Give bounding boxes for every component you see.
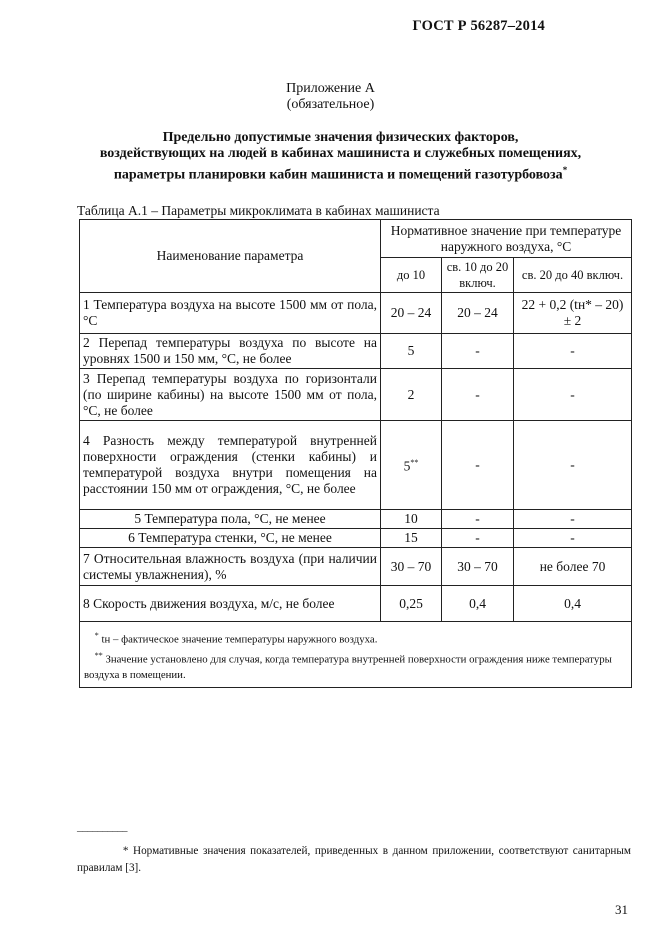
row-7-name: 7 Относительная влажность воздуха (при наличии системы увлажнения), % xyxy=(80,548,381,586)
heading-footnote-mark: * xyxy=(562,165,568,175)
heading-line-1: Предельно допустимые значения физических факторов, xyxy=(162,130,519,145)
header-sub-2: св. 10 до 20 включ. xyxy=(442,258,514,293)
footnote-rule: –––––––––– xyxy=(77,825,127,837)
page-footnote: * Нормативные значения показателей, приведенных в данном приложении, соответствуют санитарным правилам [3]. xyxy=(77,845,632,874)
table-row xyxy=(80,548,632,586)
row-4-v3: - xyxy=(514,421,632,510)
row-3-v3: - xyxy=(514,369,632,421)
row-5-v1: 10 xyxy=(381,510,442,529)
row-8-v1: 0,25 xyxy=(381,586,442,622)
table-row xyxy=(80,510,632,529)
row-1-name: 1 Температура воздуха на высоте 1500 мм от пола, °С xyxy=(80,293,381,334)
row-6-name: 6 Температура стенки, °С, не менее xyxy=(80,529,381,548)
row-7-v1: 30 – 70 xyxy=(381,548,442,586)
document-header: ГОСТ Р 56287–2014 xyxy=(412,18,545,34)
table-caption: Таблица А.1 – Параметры микроклимата в кабинах машиниста xyxy=(77,203,440,218)
row-2-v3: - xyxy=(514,334,632,369)
header-param-name: Наименование параметра xyxy=(80,220,381,293)
heading-line-3: параметры планировки кабин машиниста и помещений газотурбовоза* xyxy=(113,165,568,183)
table-notes-row xyxy=(80,622,632,688)
table-row xyxy=(80,293,632,334)
row-8-name: 8 Скорость движения воздуха, м/с, не более xyxy=(80,586,381,622)
appendix-type: (обязательное) xyxy=(286,97,375,112)
row-5-name: 5 Температура пола, °С, не менее xyxy=(80,510,381,529)
table-row xyxy=(80,334,632,369)
row-7-v3: не более 70 xyxy=(514,548,632,586)
appendix-title: Приложение А xyxy=(286,81,375,96)
table-row xyxy=(80,369,632,421)
page-number: 31 xyxy=(615,902,628,917)
row-2-name: 2 Перепад температуры воздуха по высоте на уровнях 1500 и 150 мм, °С, не более xyxy=(80,334,381,369)
row-6-v3: - xyxy=(514,529,632,548)
row-4-name: 4 Разность между температурой внутренней поверхности ограждения (стенки кабины) и температурой воздуха внутри помещения на расстоянии 150 мм от ограждения, °С, не более xyxy=(80,421,381,510)
table-note-2: ** Значение установлено для случая, когда температура внутренней поверхности ограждения ниже температуры воздуха в помещении. xyxy=(84,650,612,682)
table-row xyxy=(80,529,632,548)
heading-line-2: воздействующих на людей в кабинах машиниста и служебных помещениях, xyxy=(99,146,582,161)
row-4-v2: - xyxy=(442,421,514,510)
header-sub-1: до 10 xyxy=(381,258,442,293)
microclimate-table xyxy=(79,219,632,688)
row-4-v1-mark: ** xyxy=(410,458,419,468)
table-row xyxy=(80,421,632,510)
row-2-v1: 5 xyxy=(381,334,442,369)
header-norm-value: Нормативное значение при температуре наружного воздуха, °С xyxy=(381,220,632,258)
row-3-v2: - xyxy=(442,369,514,421)
table-row xyxy=(80,586,632,622)
row-3-name: 3 Перепад температуры воздуха по горизонтали (по ширине кабины) на высоте 1500 мм от пола, °С, не более xyxy=(80,369,381,421)
table-note-1: * tн – фактическое значение температуры наружного воздуха. xyxy=(94,631,378,646)
row-1-v1: 20 – 24 xyxy=(381,293,442,334)
header-sub-3: св. 20 до 40 включ. xyxy=(514,258,632,293)
row-5-v2: - xyxy=(442,510,514,529)
row-3-v1: 2 xyxy=(381,369,442,421)
row-5-v3: - xyxy=(514,510,632,529)
row-6-v2: - xyxy=(442,529,514,548)
row-1-v3: 22 + 0,2 (tн* – 20) ± 2 xyxy=(514,293,632,334)
appendix-heading xyxy=(60,130,621,184)
row-4-v1: 5** xyxy=(381,421,442,510)
row-2-v2: - xyxy=(442,334,514,369)
table-notes xyxy=(80,622,632,688)
row-6-v1: 15 xyxy=(381,529,442,548)
row-8-v2: 0,4 xyxy=(442,586,514,622)
row-8-v3: 0,4 xyxy=(514,586,632,622)
row-1-v2: 20 – 24 xyxy=(442,293,514,334)
row-7-v2: 30 – 70 xyxy=(442,548,514,586)
